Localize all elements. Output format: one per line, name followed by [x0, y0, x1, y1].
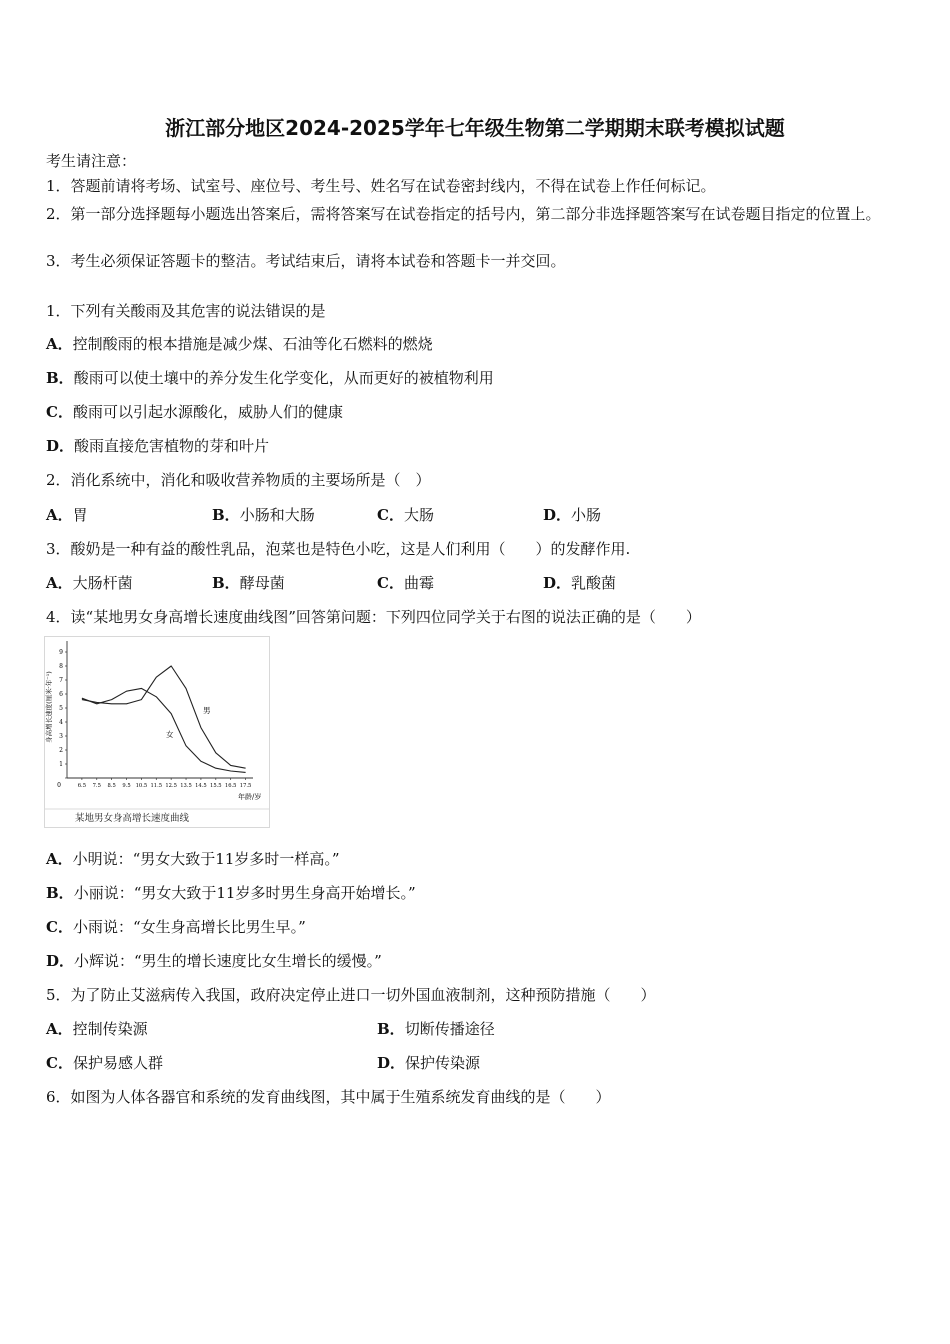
option-text: 酸雨可以引起水源酸化，威胁人们的健康 [72, 403, 343, 421]
chart-ticks [57, 649, 251, 789]
y-tick-label: 7 [59, 677, 63, 684]
x-tick-label: 9.5 [122, 783, 131, 789]
origin-label: 0 [57, 782, 61, 789]
x-tick-label: 17.5 [239, 783, 252, 789]
option-text: 酵母菌 [239, 574, 285, 592]
option-text: 控制酸雨的根本措施是减少煤、石油等化石燃料的燃烧 [72, 335, 433, 353]
option [46, 849, 340, 869]
option [212, 573, 285, 593]
y-tick-label: 8 [59, 663, 63, 670]
x-tick-label: 6.5 [77, 783, 87, 789]
question-stem: 4．读“某地男女身高增长速度曲线图”回答第问题：下列四位同学关于右图的说法正确的是（ ） [46, 608, 701, 626]
option-label: B． [212, 574, 240, 592]
option-label: B． [212, 506, 240, 524]
option-label: B． [46, 884, 74, 902]
option-text: 曲霉 [403, 574, 434, 592]
y-tick-label: 9 [59, 649, 63, 656]
option-label: A． [46, 1020, 73, 1038]
option-text: 小辉说：“男生的增长速度比女生增长的缓慢。” [74, 952, 382, 970]
y-tick-label: 6 [59, 691, 63, 698]
option-label: C． [46, 918, 73, 936]
notice-item: 3．考生必须保证答题卡的整洁。考试结束后，请将本试卷和答题卡一并交回。 [46, 252, 566, 270]
question-stem: 1．下列有关酸雨及其危害的说法错误的是 [46, 302, 326, 320]
question-stem: 3．酸奶是一种有益的酸性乳品，泡菜也是特色小吃，这是人们利用（ ）的发酵作用. [46, 540, 631, 558]
option [46, 334, 433, 354]
option [46, 505, 88, 525]
option-label: A． [46, 506, 73, 524]
option-text: 小明说：“男女大致于11岁多时一样高。” [72, 850, 340, 868]
chart-axes [67, 641, 253, 778]
option [212, 505, 315, 525]
x-tick-label: 11.5 [150, 783, 163, 789]
option [46, 883, 416, 903]
y-axis-label: 身高增长速度(厘米·年⁻¹) [45, 671, 53, 743]
option-text: 保护易感人群 [72, 1054, 163, 1072]
option-label: C． [46, 1054, 73, 1072]
option-label: C． [377, 506, 404, 524]
option [46, 1019, 148, 1039]
option-label: A． [46, 850, 73, 868]
series-line-female [82, 688, 246, 772]
option [543, 573, 616, 593]
x-tick-label: 15.5 [210, 783, 222, 789]
x-tick-label: 16.5 [224, 783, 237, 789]
option-label: B． [46, 369, 74, 387]
y-tick-label: 5 [59, 705, 63, 712]
series-label-male: 男 [203, 706, 211, 715]
x-axis-label: 年龄/岁 [238, 793, 262, 801]
series-line-male [82, 666, 246, 768]
option [377, 505, 434, 525]
option-text: 小丽说：“男女大致于11岁多时男生身高开始增长。” [73, 884, 416, 902]
option [377, 1053, 480, 1073]
growth-speed-chart [44, 636, 270, 828]
option-text: 小雨说：“女生身高增长比男生早。” [72, 918, 306, 936]
chart-svg [45, 637, 269, 827]
x-tick-label: 13.5 [180, 783, 192, 789]
option [46, 402, 343, 422]
option [377, 1019, 495, 1039]
chart-lines [82, 666, 246, 772]
option-label: D． [543, 506, 572, 524]
option-label: C． [46, 403, 73, 421]
option-label: A． [46, 574, 73, 592]
question-stem: 2．消化系统中，消化和吸收营养物质的主要场所是（ ） [46, 471, 431, 489]
x-tick-label: 7.5 [92, 783, 101, 789]
chart-caption: 某地男女身高增长速度曲线 [75, 813, 190, 824]
question-stem: 5．为了防止艾滋病传入我国，政府决定停止进口一切外国血液制剂，这种预防措施（ ） [46, 986, 656, 1004]
option-label: D． [543, 574, 572, 592]
option [543, 505, 601, 525]
x-tick-label: 12.5 [165, 783, 177, 789]
option-text: 酸雨直接危害植物的芽和叶片 [74, 437, 270, 455]
option [46, 368, 494, 388]
y-tick-label: 2 [59, 747, 63, 754]
page-title: 浙江部分地区2024-2025学年七年级生物第二学期期末联考模拟试题 [165, 116, 785, 140]
notice-item: 2．第一部分选择题每小题选出答案后，需将答案写在试卷指定的括号内，第二部分非选择题答案写在试卷题目指定的位置上。 [46, 205, 881, 223]
option-label: D． [46, 952, 75, 970]
series-label-female: 女 [166, 730, 174, 739]
option-text: 胃 [72, 506, 88, 524]
option [377, 573, 434, 593]
notice-item: 1．答题前请将考场、试室号、座位号、考生号、姓名写在试卷密封线内，不得在试卷上作任何标记。 [46, 177, 716, 195]
option-text: 酸雨可以使土壤中的养分发生化学变化，从而更好的被植物利用 [73, 369, 494, 387]
option [46, 436, 269, 456]
option-text: 控制传染源 [72, 1020, 148, 1038]
question-stem: 6．如图为人体各器官和系统的发育曲线图，其中属于生殖系统发育曲线的是（ ） [46, 1088, 611, 1106]
option-text: 大肠杆菌 [72, 574, 133, 592]
option [46, 573, 133, 593]
option-text: 大肠 [403, 506, 434, 524]
option-text: 小肠 [571, 506, 602, 524]
option [46, 917, 306, 937]
option [46, 951, 382, 971]
option-label: D． [377, 1054, 406, 1072]
option-text: 切断传播途径 [404, 1020, 495, 1038]
option-text: 小肠和大肠 [239, 506, 315, 524]
option-text: 保护传染源 [405, 1054, 481, 1072]
x-tick-label: 10.5 [135, 783, 148, 789]
x-tick-label: 8.5 [107, 783, 116, 789]
option-label: B． [377, 1020, 405, 1038]
option [46, 1053, 163, 1073]
x-tick-label: 14.5 [195, 783, 207, 789]
y-tick-label: 3 [59, 733, 63, 740]
option-label: D． [46, 437, 75, 455]
y-tick-label: 1 [59, 761, 63, 768]
option-label: C． [377, 574, 404, 592]
option-label: A． [46, 335, 73, 353]
option-text: 乳酸菌 [571, 574, 617, 592]
notice-heading: 考生请注意： [46, 152, 137, 170]
y-tick-label: 4 [59, 719, 63, 726]
